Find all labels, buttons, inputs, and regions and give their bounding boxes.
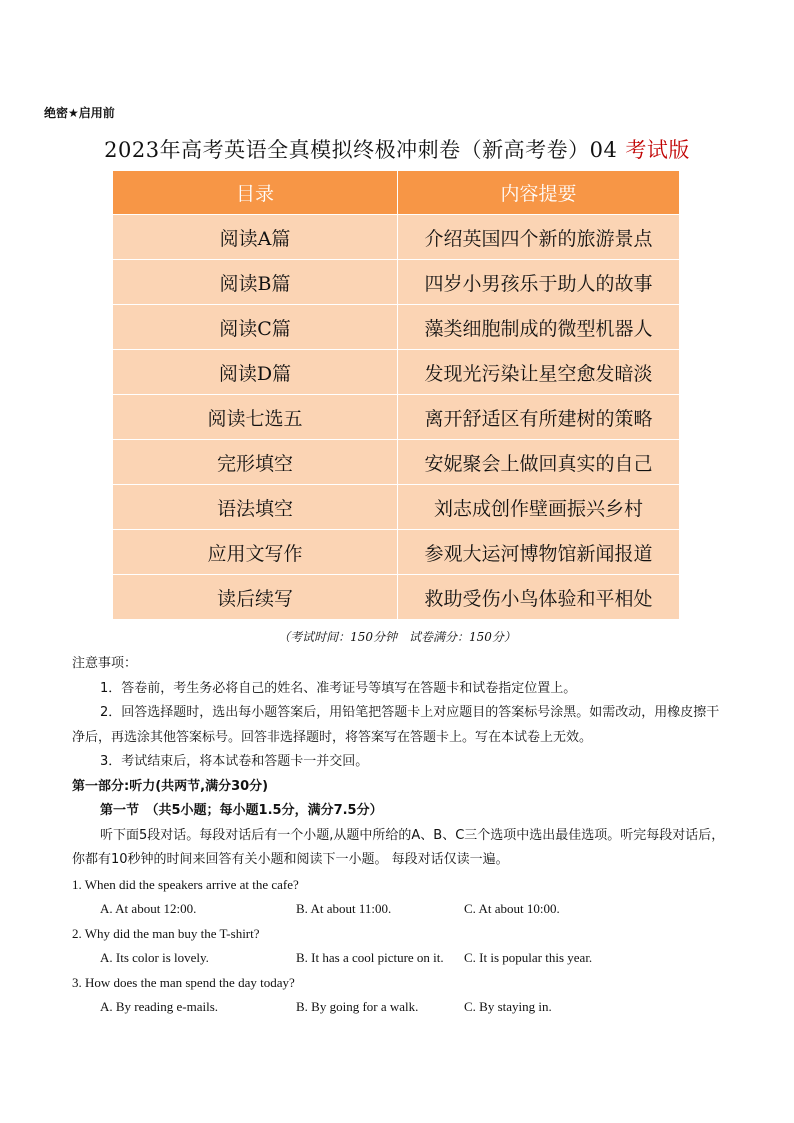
section-summary: 离开舒适区有所建树的策略 bbox=[398, 395, 680, 440]
section-name: 应用文写作 bbox=[113, 530, 398, 575]
section-summary: 救助受伤小鸟体验和平相处 bbox=[398, 575, 680, 620]
table-row bbox=[113, 260, 680, 305]
section-name: 完形填空 bbox=[113, 440, 398, 485]
section-summary: 刘志成创作壁画振兴乡村 bbox=[398, 485, 680, 530]
contents-header-row bbox=[113, 171, 680, 215]
table-row bbox=[113, 215, 680, 260]
title-exam-version: 考试版 bbox=[625, 138, 690, 162]
confidential-label: 绝密★启用前 bbox=[44, 106, 115, 120]
option-b: B. At about 11:00. bbox=[296, 901, 392, 916]
contents-header-summary: 内容提要 bbox=[398, 171, 680, 215]
option-a: A. Its color is lovely. bbox=[100, 950, 209, 965]
note-item: 1．答卷前，考生务必将自己的姓名、准考证号等填写在答题卡和试卷指定位置上。 bbox=[100, 680, 577, 696]
table-row bbox=[113, 485, 680, 530]
note-item: 3．考试结束后，将本试卷和答题卡一并交回。 bbox=[100, 754, 369, 769]
question-stem: 3. How does the man spend the day today? bbox=[72, 974, 295, 990]
section-name: 阅读A篇 bbox=[113, 215, 398, 260]
section1-heading: 第一节 （共5小题；每小题1.5分，满分7.5分） bbox=[100, 803, 383, 818]
title-main: 2023年高考英语全真模拟终极冲刺卷（新高考卷）04 bbox=[104, 138, 618, 162]
section-summary: 安妮聚会上做回真实的自己 bbox=[398, 440, 680, 485]
section-name: 阅读C篇 bbox=[113, 305, 398, 350]
option-c: C. It is popular this year. bbox=[464, 950, 593, 965]
option-c: C. By staying in. bbox=[464, 999, 552, 1014]
table-row bbox=[113, 395, 680, 440]
section-name: 语法填空 bbox=[113, 485, 398, 530]
note-item: 2．回答选择题时，选出每小题答案后，用铅笔把答题卡上对应题目的答案标号涂黑。如需改动，用橡皮擦干净后，再选涂其他答案标号。回答非选择题时，将答案写在答题卡上。写在本试卷上无效。 bbox=[72, 705, 720, 745]
exam-time-score: （考试时间：150分钟 试卷满分：150分） bbox=[278, 630, 516, 644]
section-name: 读后续写 bbox=[113, 575, 398, 620]
table-row bbox=[113, 575, 680, 620]
question-options bbox=[72, 946, 730, 971]
notes-heading: 注意事项： bbox=[72, 656, 138, 671]
option-c: C. At about 10:00. bbox=[464, 901, 560, 916]
question-options bbox=[72, 995, 730, 1020]
option-b: B. By going for a walk. bbox=[296, 999, 419, 1014]
option-a: A. By reading e-mails. bbox=[100, 999, 219, 1014]
table-row bbox=[113, 305, 680, 350]
section-summary: 发现光污染让星空愈发暗淡 bbox=[398, 350, 680, 395]
table-row bbox=[113, 440, 680, 485]
contents-header-catalog: 目录 bbox=[113, 171, 398, 215]
section-name: 阅读七选五 bbox=[113, 395, 398, 440]
section-summary: 介绍英国四个新的旅游景点 bbox=[398, 215, 680, 260]
contents-table bbox=[112, 170, 680, 620]
option-b: B. It has a cool picture on it. bbox=[296, 950, 444, 965]
table-row bbox=[113, 350, 680, 395]
section-summary: 藻类细胞制成的微型机器人 bbox=[398, 305, 680, 350]
listening-instructions: 听下面5段对话。每段对话后有一个小题,从题中所给的A、B、C三个选项中选出最佳选项。听完每段对话后，你都有10秒钟的时间来回答有关小题和阅读下一小题。 每段对话仅读一遍。 bbox=[72, 827, 725, 867]
part1-heading: 第一部分:听力(共两节,满分30分) bbox=[72, 778, 269, 794]
section-summary: 参观大运河博物馆新闻报道 bbox=[398, 530, 680, 575]
question-stem: 1. When did the speakers arrive at the cafe? bbox=[72, 876, 299, 892]
page-title bbox=[0, 134, 794, 164]
section-name: 阅读D篇 bbox=[113, 350, 398, 395]
question-stem: 2. Why did the man buy the T-shirt? bbox=[72, 925, 260, 941]
section-name: 阅读B篇 bbox=[113, 260, 398, 305]
question-options bbox=[72, 897, 730, 922]
table-row bbox=[113, 530, 680, 575]
section-summary: 四岁小男孩乐于助人的故事 bbox=[398, 260, 680, 305]
option-a: A. At about 12:00. bbox=[100, 901, 197, 916]
exam-body bbox=[72, 652, 730, 1020]
